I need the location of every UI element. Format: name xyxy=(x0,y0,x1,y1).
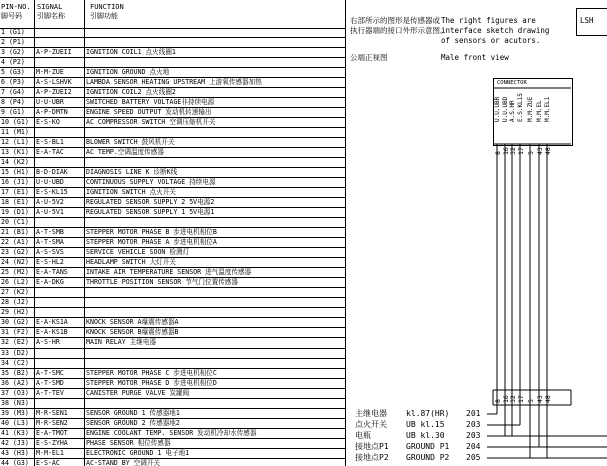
male-view-english: Male front view xyxy=(441,53,509,62)
pin-function: LAMBDA SENSOR HEATING UPSTREAM 上游氧传感器加热 xyxy=(86,78,262,87)
pin-function: IGNITION SWITCH 点火开关 xyxy=(86,188,176,197)
pin-number: 21 (B1) xyxy=(1,228,29,237)
pin-function: STEPPER MOTOR PHASE C 步进电机相位C xyxy=(86,368,217,377)
connector-label: CONNECTOR xyxy=(497,80,527,86)
pin-number: 23 (G2) xyxy=(1,248,29,257)
connector-pin-label: M.M.EL xyxy=(536,100,543,122)
signal-name: A-P-ZUEI2 xyxy=(36,88,72,97)
signal-name: A-S-LSHVK xyxy=(36,78,72,87)
pin-function: IGNITION COIL1 点火线圈1 xyxy=(86,48,176,57)
connector-pin-label: M.M.EL1 xyxy=(544,96,551,122)
pin-number: 37 (O3) xyxy=(1,388,29,397)
pin-number: 1 (G1) xyxy=(1,28,25,36)
pin-function: CONTINUOUS SUPPLY VOLTAGE 持续电源 xyxy=(86,178,216,187)
legend-wire-number: 203 xyxy=(466,431,481,440)
signal-name: E-S-KL15 xyxy=(36,188,68,197)
legend-wire-number: 205 xyxy=(466,453,481,462)
connector-pin-number: 17 xyxy=(517,147,525,155)
signal-name: A-P-DMTN xyxy=(36,108,68,117)
bottom-pin-number: 48 xyxy=(544,395,552,403)
signal-name: M-R-SEN1 xyxy=(36,408,68,417)
legend-chinese: 点火开关 xyxy=(355,420,387,429)
pin-number: 33 (D2) xyxy=(1,348,29,357)
pin-number: 40 (L3) xyxy=(1,418,29,427)
legend-chinese: 接地点P1 xyxy=(355,442,389,451)
signal-name: M-R-SEN2 xyxy=(36,418,68,427)
legend-chinese: 主继电器 xyxy=(355,409,387,418)
pin-function: ELECTRONIC GROUND 1 电子地1 xyxy=(86,448,190,457)
pin-number: 27 (K2) xyxy=(1,288,29,297)
pin-number: 5 (G3) xyxy=(1,68,25,77)
signal-name: U-U-UBD xyxy=(36,178,64,187)
pin-function: HEADLAMP SWITCH 大灯开关 xyxy=(86,258,176,267)
pin-number: 43 (H3) xyxy=(1,448,29,457)
connector-pin-number: 5 xyxy=(527,151,535,155)
signal-name: E-A-TMOT xyxy=(36,428,68,437)
signal-name: E-S-AC xyxy=(36,458,60,466)
pin-number: 6 (P3) xyxy=(1,78,25,87)
pin-number: 31 (F2) xyxy=(1,328,29,337)
pin-number: 38 (N3) xyxy=(1,398,29,407)
pin-function: AC TEMP.空调温度传感器 xyxy=(86,148,164,157)
signal-name: A-T-SMB xyxy=(36,228,64,237)
pin-number: 14 (K2) xyxy=(1,158,29,167)
pin-function: IGNITION COIL2 点火线圈2 xyxy=(86,88,176,97)
legend-chinese: 电瓶 xyxy=(355,431,371,440)
signal-name: E-A-DKG xyxy=(36,278,64,287)
note-english: The right figures are interface sketch drawing of sensors or acutors. xyxy=(441,16,550,45)
signal-name: E-A-KS1B xyxy=(36,328,68,337)
pin-function: SENSOR GROUND 2 传感器地2 xyxy=(86,418,180,427)
bottom-pin-number: 17 xyxy=(517,395,525,403)
corner-label: LSH xyxy=(580,16,594,25)
signal-name: E-A-TAC xyxy=(36,148,64,157)
pin-number: 24 (N2) xyxy=(1,258,29,267)
signal-name: A-T-SMD xyxy=(36,378,64,387)
signal-name: M-M-ZUE xyxy=(36,68,64,77)
signal-name: A-T-SMC xyxy=(36,368,64,377)
pin-number: 26 (L2) xyxy=(1,278,29,287)
connector-pin-label: U.U.UBD xyxy=(502,96,509,122)
bottom-pin-number: 5 xyxy=(527,399,535,403)
pin-number: 39 (M3) xyxy=(1,408,29,417)
legend-wire-number: 204 xyxy=(466,442,481,451)
signal-name: A-T-SMA xyxy=(36,238,64,247)
pin-number: 11 (M1) xyxy=(1,128,29,137)
pin-number: 28 (J2) xyxy=(1,298,29,307)
pin-number: 22 (A1) xyxy=(1,238,29,247)
pin-number: 13 (K1) xyxy=(1,148,29,157)
signal-name: A-T-TEV xyxy=(36,388,64,397)
pin-function: ENGINE SPEED OUTPUT 发动机转速输出 xyxy=(86,108,212,117)
connector-pin-number: 16 xyxy=(502,147,510,155)
pin-number: 44 (G3) xyxy=(1,458,29,466)
signal-name: A-S-SVS xyxy=(36,248,64,257)
signal-name: A-S-HR xyxy=(36,338,60,347)
connector-pin-label: E.S.KL15 xyxy=(517,93,524,122)
signal-name: U-U-UBR xyxy=(36,98,64,107)
pin-number: 20 (C1) xyxy=(1,218,29,227)
pin-number: 34 (C2) xyxy=(1,358,29,367)
signal-name: B-D-DIAK xyxy=(36,168,68,177)
bottom-pin-number: 16 xyxy=(502,395,510,403)
pin-function: DIAGNOSIS LINE K 诊断K线 xyxy=(86,168,178,177)
signal-name: A-P-ZUEII xyxy=(36,48,72,57)
pin-function: SENSOR GROUND 1 传感器地1 xyxy=(86,408,180,417)
pin-number: 4 (P2) xyxy=(1,58,25,67)
legend-wire-number: 201 xyxy=(466,409,481,418)
pin-number: 35 (B2) xyxy=(1,368,29,377)
pin-function: BLOWER SWITCH 鼓风机开关 xyxy=(86,138,175,147)
pin-number: 12 (L1) xyxy=(1,138,29,147)
pin-number: 3 (G2) xyxy=(1,48,25,57)
pin-function: STEPPER MOTOR PHASE D 步进电机相位D xyxy=(86,378,217,387)
bottom-pin-number: 32 xyxy=(509,395,517,403)
pin-number: 16 (J1) xyxy=(1,178,29,187)
legend-english: UB kl.30 xyxy=(406,431,445,440)
pin-function: MAIN RELAY 主继电器 xyxy=(86,338,157,347)
pin-number: 2 (P1) xyxy=(1,38,25,47)
pin-number: 10 (G1) xyxy=(1,118,29,127)
signal-name: M-M-EL1 xyxy=(36,448,64,457)
pin-number: 8 (P4) xyxy=(1,98,25,107)
pin-number: 19 (D1) xyxy=(1,208,29,217)
signal-name: E-A-KS1A xyxy=(36,318,68,327)
pin-function: SERVICE VEHICLE SOON 检测灯 xyxy=(86,248,190,257)
pin-number: 41 (K3) xyxy=(1,428,29,437)
connector-pin-label: U.U.UBR xyxy=(494,96,501,122)
pin-function: AC-STAND BY 空调开关 xyxy=(86,458,161,466)
note-chinese: 右部所示的图形是传感器或 执行器端的接口外形示意图。 xyxy=(350,16,448,35)
bottom-pin-number: 8 xyxy=(494,399,502,403)
pin-function: ENGINE COOLANT TEMP. SENSOR 发动机冷却水传感器 xyxy=(86,428,257,437)
pin-number: 36 (A2) xyxy=(1,378,29,387)
signal-name: E-S-KO xyxy=(36,118,60,127)
pin-number: 9 (G1) xyxy=(1,108,25,117)
pin-function: REGULATED SENSOR SUPPLY 2 5V电源2 xyxy=(86,198,215,207)
pin-function: STEPPER MOTOR PHASE A 步进电机相位A xyxy=(86,238,217,247)
connector-pin-number: 32 xyxy=(509,147,517,155)
connector-pin-label: A.S.HR xyxy=(509,100,516,122)
pin-number: 17 (E1) xyxy=(1,188,29,197)
legend-chinese: 接地点P2 xyxy=(355,453,389,462)
pin-function: KNOCK SENSOR A爆震传感器A xyxy=(86,318,179,327)
legend-english: UB kl.15 xyxy=(406,420,445,429)
pin-number: 25 (M2) xyxy=(1,268,29,277)
function-header: FUNCTION 引脚功能 xyxy=(90,3,124,20)
signal-name: E-A-TANS xyxy=(36,268,68,277)
legend-wire-number: 203 xyxy=(466,420,481,429)
pin-function: AC COMPRESSOR SWITCH 空调压缩机开关 xyxy=(86,118,216,127)
connector-pin-number: 43 xyxy=(536,147,544,155)
pin-function: REGULATED SENSOR SUPPLY 1 5V电源1 xyxy=(86,208,215,217)
pin-number: 32 (E2) xyxy=(1,338,29,347)
pin-function: KNOCK SENSOR B爆震传感器B xyxy=(86,328,179,337)
bottom-pin-number: 43 xyxy=(536,395,544,403)
signal-name: E-S-BL1 xyxy=(36,138,64,147)
legend-english: kl.87(HR) xyxy=(406,409,450,418)
signal-header: SIGNAL 引脚名称 xyxy=(37,3,65,20)
male-view-chinese: 公端正视图 xyxy=(350,53,388,62)
pin-number: 29 (H2) xyxy=(1,308,29,317)
connector-pin-number: 48 xyxy=(544,147,552,155)
pin-function: THROTTLE POSITION SENSOR 节气门位置传感器 xyxy=(86,278,238,287)
legend-english: GROUND P2 xyxy=(406,453,450,462)
pin-number: 18 (E1) xyxy=(1,198,29,207)
pin-number: 42 (J3) xyxy=(1,438,29,447)
pin-function: CANISTER PURGE VALVE 炭罐阀 xyxy=(86,388,190,397)
pin-function: SWITCHED BATTERY VOLTAGE非持续电源 xyxy=(86,98,215,107)
pin-number: 7 (G4) xyxy=(1,88,25,97)
pin-function: PHASE SENSOR 相位传感器 xyxy=(86,438,171,447)
pin-no-header: PIN-NO. 脚号码 xyxy=(1,3,31,20)
pin-number: 15 (H1) xyxy=(1,168,29,177)
pin-function: IGNITION GROUND 点火地 xyxy=(86,68,170,77)
connector-pin-label: M.M.ZUE xyxy=(527,96,534,122)
pin-function: STEPPER MOTOR PHASE B 步进电机相位B xyxy=(86,228,217,237)
legend-english: GROUND P1 xyxy=(406,442,450,451)
signal-name: E-S-ZYHA xyxy=(36,438,68,447)
signal-name: A-U-5V1 xyxy=(36,208,64,217)
signal-name: E-S-HL2 xyxy=(36,258,64,267)
pin-function: INTAKE AIR TEMPERATURE SENSOR 进气温度传感器 xyxy=(86,268,252,277)
connector-pin-number: 8 xyxy=(494,151,502,155)
pin-number: 30 (G2) xyxy=(1,318,29,327)
signal-name: A-U-5V2 xyxy=(36,198,64,207)
